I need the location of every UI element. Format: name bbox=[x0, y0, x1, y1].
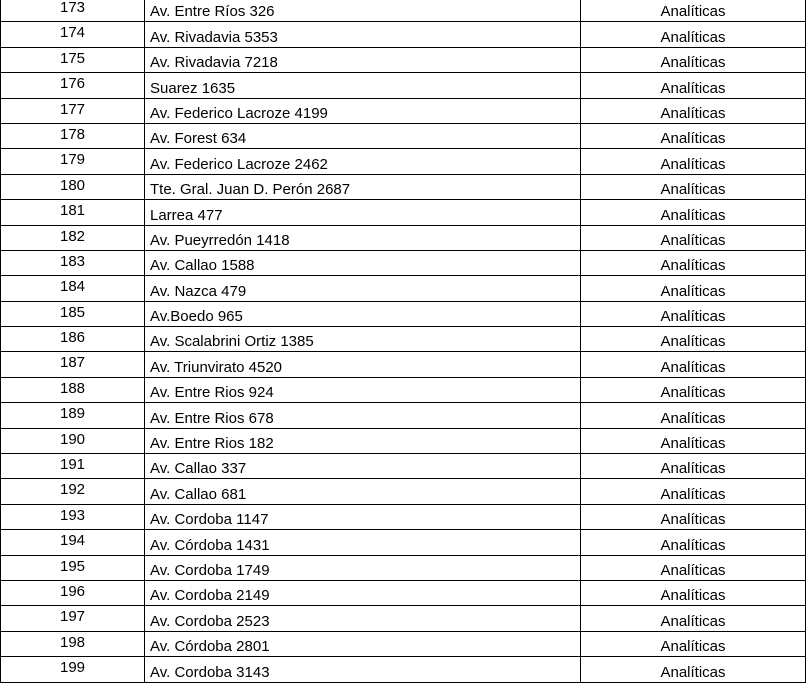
table-row bbox=[1, 98, 806, 123]
row-number-cell: 181 bbox=[1, 200, 145, 225]
table-row bbox=[1, 428, 806, 453]
table-row bbox=[1, 123, 806, 148]
row-number-cell: 197 bbox=[1, 606, 145, 631]
row-number-cell: 183 bbox=[1, 250, 145, 275]
table-row bbox=[1, 377, 806, 402]
address-cell: Av. Cordoba 3143 bbox=[145, 657, 581, 682]
address-cell: Av. Córdoba 2801 bbox=[145, 631, 581, 656]
row-number-cell: 178 bbox=[1, 123, 145, 148]
row-number-cell: 180 bbox=[1, 174, 145, 199]
type-cell: Analíticas bbox=[581, 403, 806, 428]
row-number-cell: 173 bbox=[1, 0, 145, 22]
row-number-cell: 198 bbox=[1, 631, 145, 656]
type-cell: Analíticas bbox=[581, 327, 806, 352]
address-cell: Av. Entre Rios 182 bbox=[145, 428, 581, 453]
row-number-cell: 186 bbox=[1, 327, 145, 352]
type-cell: Analíticas bbox=[581, 580, 806, 605]
type-cell: Analíticas bbox=[581, 98, 806, 123]
table-row bbox=[1, 200, 806, 225]
row-number-cell: 184 bbox=[1, 276, 145, 301]
address-cell: Av. Cordoba 2149 bbox=[145, 580, 581, 605]
row-number-cell: 199 bbox=[1, 657, 145, 682]
table-row bbox=[1, 225, 806, 250]
address-cell: Av. Cordoba 2523 bbox=[145, 606, 581, 631]
type-cell: Analíticas bbox=[581, 606, 806, 631]
address-cell: Av. Pueyrredón 1418 bbox=[145, 225, 581, 250]
row-number-cell: 175 bbox=[1, 47, 145, 72]
type-cell: Analíticas bbox=[581, 377, 806, 402]
table-row bbox=[1, 606, 806, 631]
type-cell: Analíticas bbox=[581, 73, 806, 98]
type-cell: Analíticas bbox=[581, 657, 806, 682]
address-cell: Av. Callao 681 bbox=[145, 479, 581, 504]
table-row bbox=[1, 301, 806, 326]
row-number-cell: 190 bbox=[1, 428, 145, 453]
table-row bbox=[1, 580, 806, 605]
type-cell: Analíticas bbox=[581, 479, 806, 504]
table-row bbox=[1, 47, 806, 72]
type-cell: Analíticas bbox=[581, 530, 806, 555]
row-number-cell: 194 bbox=[1, 530, 145, 555]
type-cell: Analíticas bbox=[581, 555, 806, 580]
table-row bbox=[1, 631, 806, 656]
table-row bbox=[1, 276, 806, 301]
address-cell: Av. Federico Lacroze 4199 bbox=[145, 98, 581, 123]
table-row bbox=[1, 22, 806, 47]
row-number-cell: 191 bbox=[1, 454, 145, 479]
row-number-cell: 182 bbox=[1, 225, 145, 250]
table-row bbox=[1, 530, 806, 555]
type-cell: Analíticas bbox=[581, 22, 806, 47]
address-cell: Av. Callao 1588 bbox=[145, 250, 581, 275]
table-row bbox=[1, 0, 806, 22]
row-number-cell: 195 bbox=[1, 555, 145, 580]
type-cell: Analíticas bbox=[581, 428, 806, 453]
address-cell: Av. Scalabrini Ortiz 1385 bbox=[145, 327, 581, 352]
type-cell: Analíticas bbox=[581, 225, 806, 250]
address-cell: Av. Forest 634 bbox=[145, 123, 581, 148]
type-cell: Analíticas bbox=[581, 250, 806, 275]
table-row bbox=[1, 73, 806, 98]
address-cell: Av. Entre Ríos 326 bbox=[145, 0, 581, 22]
row-number-cell: 185 bbox=[1, 301, 145, 326]
table-row bbox=[1, 250, 806, 275]
address-cell: Av. Cordoba 1147 bbox=[145, 504, 581, 529]
table-row bbox=[1, 403, 806, 428]
address-cell: Av. Cordoba 1749 bbox=[145, 555, 581, 580]
table-row bbox=[1, 174, 806, 199]
row-number-cell: 174 bbox=[1, 22, 145, 47]
type-cell: Analíticas bbox=[581, 301, 806, 326]
address-cell: Av. Federico Lacroze 2462 bbox=[145, 149, 581, 174]
table-row bbox=[1, 504, 806, 529]
table-row bbox=[1, 555, 806, 580]
type-cell: Analíticas bbox=[581, 631, 806, 656]
table-row bbox=[1, 479, 806, 504]
row-number-cell: 179 bbox=[1, 149, 145, 174]
address-table-body bbox=[1, 0, 806, 682]
type-cell: Analíticas bbox=[581, 276, 806, 301]
type-cell: Analíticas bbox=[581, 174, 806, 199]
table-row bbox=[1, 454, 806, 479]
type-cell: Analíticas bbox=[581, 504, 806, 529]
table-row bbox=[1, 327, 806, 352]
type-cell: Analíticas bbox=[581, 123, 806, 148]
address-cell: Suarez 1635 bbox=[145, 73, 581, 98]
address-cell: Av. Triunvirato 4520 bbox=[145, 352, 581, 377]
row-number-cell: 176 bbox=[1, 73, 145, 98]
type-cell: Analíticas bbox=[581, 47, 806, 72]
address-cell: Av.Boedo 965 bbox=[145, 301, 581, 326]
address-cell: Av. Entre Rios 678 bbox=[145, 403, 581, 428]
type-cell: Analíticas bbox=[581, 454, 806, 479]
type-cell: Analíticas bbox=[581, 149, 806, 174]
table-row bbox=[1, 149, 806, 174]
type-cell: Analíticas bbox=[581, 0, 806, 22]
address-cell: Av. Callao 337 bbox=[145, 454, 581, 479]
type-cell: Analíticas bbox=[581, 352, 806, 377]
address-cell: Av. Nazca 479 bbox=[145, 276, 581, 301]
address-cell: Larrea 477 bbox=[145, 200, 581, 225]
row-number-cell: 188 bbox=[1, 377, 145, 402]
address-cell: Av. Rivadavia 5353 bbox=[145, 22, 581, 47]
row-number-cell: 177 bbox=[1, 98, 145, 123]
table-row bbox=[1, 352, 806, 377]
address-cell: Tte. Gral. Juan D. Perón 2687 bbox=[145, 174, 581, 199]
row-number-cell: 192 bbox=[1, 479, 145, 504]
address-cell: Av. Córdoba 1431 bbox=[145, 530, 581, 555]
type-cell: Analíticas bbox=[581, 200, 806, 225]
row-number-cell: 187 bbox=[1, 352, 145, 377]
row-number-cell: 196 bbox=[1, 580, 145, 605]
address-cell: Av. Entre Rios 924 bbox=[145, 377, 581, 402]
address-cell: Av. Rivadavia 7218 bbox=[145, 47, 581, 72]
table-row bbox=[1, 657, 806, 682]
row-number-cell: 193 bbox=[1, 504, 145, 529]
row-number-cell: 189 bbox=[1, 403, 145, 428]
